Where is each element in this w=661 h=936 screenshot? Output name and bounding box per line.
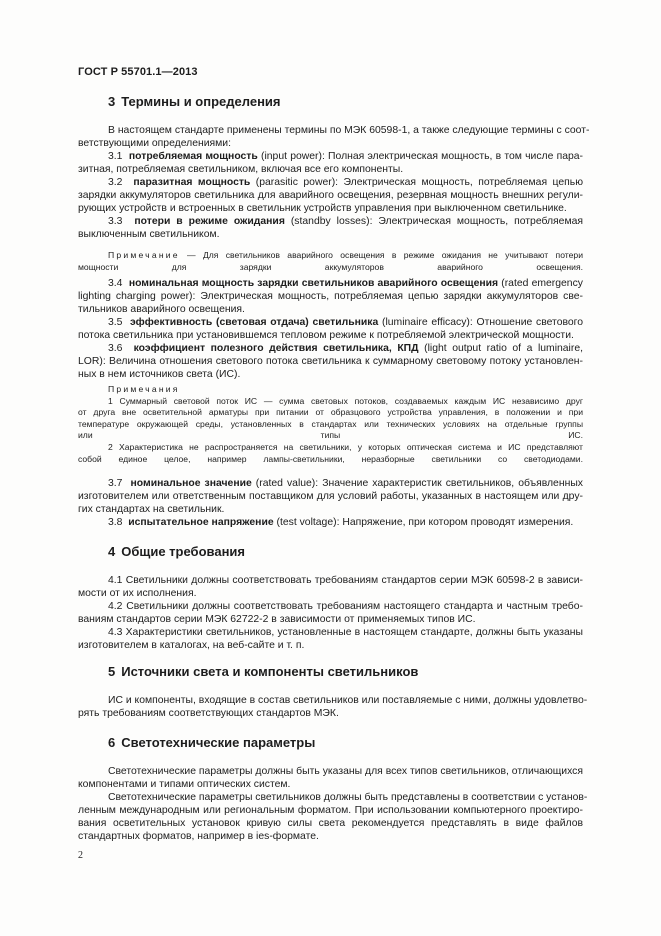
term-3-5-name: эффективность (световая отдача) светильника (129, 317, 379, 328)
notes-label: Примечания (108, 384, 180, 394)
section-4-number: 4 (108, 544, 116, 559)
standard-header: ГОСТ Р 55701.1—2013 (78, 66, 198, 78)
p-5-line-1: ИС и компоненты, входящие в состав светильников или поставляемые с ними, должны удовлетво- (108, 695, 588, 706)
section-6-body (78, 765, 588, 843)
term-3-8-name: испытательное напряжение (128, 517, 274, 528)
section-3-body (78, 124, 590, 241)
term-3-2: 3.2 паразитная мощность (parasitic power): Электрическая мощность, потребляемая цепью (108, 177, 583, 188)
term-3-1: 3.1 потребляемая мощность (input power): Полная электрическая мощность, в том числе пара- (108, 151, 584, 162)
note-standby-line-2: мощности для зарядки аккумуляторов аварийного освещения. (78, 261, 583, 272)
section-4-title: Общие требования (121, 544, 245, 559)
note-label: Примечание (108, 250, 180, 260)
p-6-2-line-3: вания осветительных установок кривую силы света рекомендуется представлять в виде файлов (78, 818, 583, 829)
p-6-2-line-2: ленным международным или региональным форматом. При использовании компьютерного проектиро- (78, 805, 583, 816)
note-standby (78, 250, 583, 273)
note-1-line-4: или типы ИС. (78, 430, 583, 441)
p-4-3-line-2: изготовителем в каталогах, на веб-сайте и т. п. (78, 640, 305, 651)
intro-line-1: В настоящем стандарте применены термины по МЭК 60598-1, а также следующие термины с соот- (108, 125, 590, 136)
term-3-7: 3.7 номинальное значение (rated value): Значение характеристик светильников, объявленных (108, 478, 583, 489)
section-3-heading (108, 94, 281, 109)
term-3-3-line-2: выключенным светильником. (78, 229, 220, 240)
term-3-5-line-2: потока светильника при установившемся тепловом режиме к потребляемой электрической мощности. (78, 330, 574, 341)
p-6-2-line-4: стандартных форматов, например в ies-формате. (78, 831, 319, 842)
p-4-2-line-2: ваниям стандартов серии МЭК 62722-2 в зависимости от применяемых типов ИС. (78, 614, 476, 625)
note-1-line-1: 1 Суммарный световой поток ИС — сумма световых потоков, создаваемых каждым ИС независимо друг (108, 395, 583, 406)
term-3-2-line-3: рующих устройств и встроенных в светильник устройств управления при выключенном светильнике. (78, 203, 567, 214)
section-5-body (78, 694, 588, 720)
term-3-8: 3.8 испытательное напряжение (test voltage): Напряжение, при котором проводят измерения. (108, 517, 574, 528)
term-3-7-name: номинальное значение (130, 478, 252, 489)
section-4-heading (108, 544, 245, 559)
note-1-line-2: от друга вне осветительной арматуры при питании от образцового устройства управления, в положении и при (78, 407, 583, 418)
term-3-6-line-3: ных в нем источников света (ИС). (78, 369, 241, 380)
p-4-3-line-1: 4.3 Характеристики светильников, установленные в настоящем стандарте, должны быть указаны (108, 627, 583, 638)
note-2-line-1: 2 Характеристика не распространяется на светильники, у которых оптическая система и ИС представляют (108, 441, 583, 452)
notes-luminous-flux (78, 384, 583, 465)
section-6-heading (108, 735, 315, 750)
note-standby-line-1: Примечание — Для светильников аварийного освещения в режиме ожидания не учитывают потери (108, 250, 583, 260)
section-5-number: 5 (108, 664, 116, 679)
section-4-body (78, 574, 583, 652)
section-3-body-3 (78, 477, 583, 529)
term-3-5: 3.5 эффективность (световая отдача) светильника (luminaire efficacy): Отношение светового (108, 317, 583, 328)
section-3-body-2 (78, 277, 583, 381)
term-3-6: 3.6 коэффициент полезного действия светильника, КПД (light output ratio of a luminaire, (108, 343, 583, 354)
term-3-6-name: коэффициент полезного действия светильника, КПД (133, 343, 419, 354)
page-number: 2 (78, 850, 83, 861)
p-4-1-line-2: мости от их исполнения. (78, 588, 197, 599)
term-3-4-name: номинальная мощность зарядки светильников аварийного освещения (128, 278, 499, 289)
intro-line-2: ветствующими определениями: (78, 138, 231, 149)
p-6-1-line-2: компонентами и типами оптических систем. (78, 779, 291, 790)
p-4-2-line-1: 4.2 Светильники должны соответствовать требованиям настоящего стандарта и частным требо- (108, 601, 583, 612)
term-3-2-name: паразитная мощность (133, 177, 251, 188)
term-3-4-line-3: тильников аварийного освещения. (78, 304, 245, 315)
section-5-heading (108, 664, 418, 679)
section-3-title: Термины и определения (121, 94, 281, 109)
p-5-line-2: рять требованиям соответствующих стандартов МЭК. (78, 708, 339, 719)
term-3-1-line-2: зитная, потребляемая светильником, включая все его компоненты. (78, 164, 404, 175)
p-6-1-line-1: Светотехнические параметры должны быть указаны для всех типов светильников, отличающихся (108, 766, 583, 777)
term-3-4: 3.4 номинальная мощность зарядки светильников аварийного освещения (rated emergency (108, 278, 583, 289)
section-3-number: 3 (108, 94, 116, 109)
note-2-line-2: собой единое целое, например лампы-светильники, неразборные светильники со светодиодами. (78, 453, 583, 464)
term-3-3: 3.3 потери в режиме ожидания (standby losses): Электрическая мощность, потребляемая (108, 216, 583, 227)
section-6-title: Светотехнические параметры (121, 735, 316, 750)
term-3-1-name: потребляемая мощность (128, 151, 258, 162)
term-3-7-line-2: изготовителем или ответственным поставщиком для условий работы, указанных в настоящем или дру- (78, 491, 583, 502)
p-6-2-line-1: Светотехнические параметры светильников должны быть представлены в соответствии с установ- (108, 792, 588, 803)
section-6-number: 6 (108, 735, 116, 750)
term-3-2-line-2: зарядки аккумуляторов светильника для аварийного освещения, резервная мощность внешних регули- (78, 190, 583, 201)
term-3-3-name: потери в режиме ожидания (134, 216, 285, 227)
term-3-7-line-3: гих стандартах на светильник. (78, 504, 225, 515)
section-5-title: Источники света и компоненты светильников (121, 664, 419, 679)
term-3-6-line-2: LOR): Величина отношения светового потока светильника к суммарному световому потоку установлен- (78, 356, 583, 367)
note-1-line-3: температуре окружающей среды, установленных в стандартах или технических условиях на отдельные группы (78, 418, 583, 429)
p-4-1-line-1: 4.1 Светильники должны соответствовать требованиям стандартов серии МЭК 60598-2 в зависи- (108, 575, 583, 586)
term-3-4-line-2: lighting charging power): Электрическая мощность, потребляемая цепью зарядки аккумуляторов све- (78, 291, 583, 302)
